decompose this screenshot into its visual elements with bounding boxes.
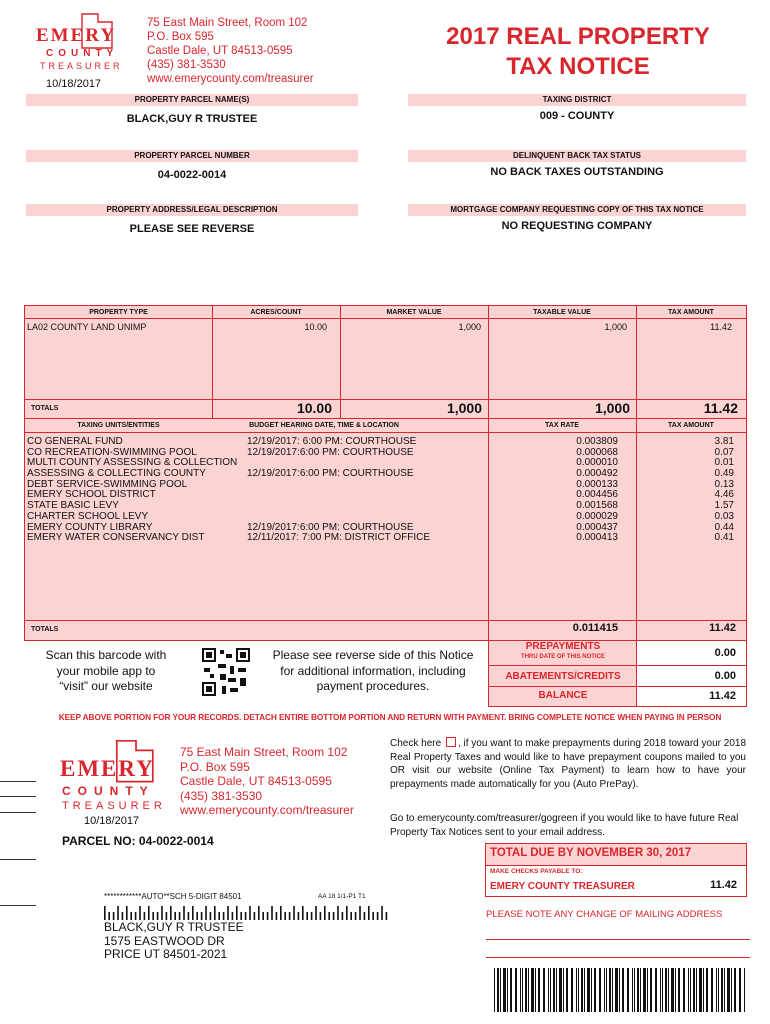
payee-name: EMERY COUNTY TREASURER <box>490 881 635 892</box>
market-value: 1,000 <box>458 322 481 332</box>
gogreen-instructions: Go to emerycounty.com/treasurer/gogreen if you would like to have future Real Property Tax Notices sent to your email address. <box>390 813 739 838</box>
mail-name: BLACK,GUY R TRUSTEE <box>104 920 244 934</box>
hearing-info: 12/19/2017: 6:00 PM: COURTHOUSE <box>247 436 417 447</box>
logo-treasurer: TREASURER <box>62 800 166 812</box>
mail-sort-code: AA 18 1/1-P1 T1 <box>318 893 366 900</box>
tax-rate: 0.003809 <box>576 436 618 447</box>
title-line-2: TAX NOTICE <box>506 53 650 80</box>
scan-instructions <box>26 648 186 695</box>
tax-amount: 4.46 <box>714 489 734 501</box>
taxing-entity: ASSESSING & COLLECTING COUNTY <box>27 468 206 480</box>
address-line: 75 East Main Street, Room 102 <box>147 17 308 29</box>
tax-amount-value: 11.42 <box>710 322 732 332</box>
total-acres: 10.00 <box>296 400 332 416</box>
taxing-entity: MULTI COUNTY ASSESSING & COLLECTION <box>27 457 238 469</box>
property-address: PLEASE SEE REVERSE <box>129 223 255 235</box>
address-line: Castle Dale, UT 84513-0595 <box>147 45 293 57</box>
qr-code-icon[interactable] <box>202 648 250 696</box>
taxing-totals-label: TOTALS <box>31 626 59 633</box>
taxing-district-label: TAXING DISTRICT <box>408 94 746 106</box>
taxing-entity: CHARTER SCHOOL LEVY <box>27 510 149 522</box>
prepay-text-b: , if you want to make prepayments during 2018 toward your 2018 Real Property Taxes and would like to have prepayment coupons mailed to you OR visit our website (Online Tax Payment) to learn how to have your prepayments made automatically for you (Auto PrePay). <box>390 738 747 790</box>
col-acres: ACRES/COUNT <box>250 309 302 316</box>
col-tax-rate: TAX RATE <box>545 422 579 429</box>
logo-emery: EMERY <box>60 756 155 781</box>
mortgage-label: MORTGAGE COMPANY REQUESTING COPY OF THIS TAX NOTICE <box>408 204 746 216</box>
logo-emery: EMERY <box>36 25 117 46</box>
mortgage-company: NO REQUESTING COMPANY <box>501 220 653 232</box>
mailing-change-note: PLEASE NOTE ANY CHANGE OF MAILING ADDRESS <box>486 909 723 920</box>
col-tax-amount: TAX AMOUNT <box>668 309 714 316</box>
col-tax-amount-2: TAX AMOUNT <box>668 422 714 429</box>
total-tax-amount-2: 11.42 <box>709 622 736 634</box>
taxing-entity: EMERY COUNTY LIBRARY <box>27 521 153 533</box>
col-market-value: MARKET VALUE <box>386 309 442 316</box>
prepayments-sublabel: THRU DATE OF THIS NOTICE <box>521 654 605 660</box>
scan-line: your mobile app to <box>56 663 156 678</box>
stub-logo <box>56 736 174 816</box>
taxing-entity: DEBT SERVICE-SWIMMING POOL <box>27 478 188 490</box>
total-tax-rate: 0.011415 <box>572 622 618 634</box>
logo-treasurer: TREASURER <box>40 61 123 71</box>
tax-amount: 1.57 <box>714 500 734 512</box>
website-link[interactable]: www.emerycounty.com/treasurer <box>147 73 314 85</box>
mailing-address <box>104 921 244 962</box>
hearing-info: 12/19/2017:6:00 PM: COURTHOUSE <box>247 468 414 480</box>
tax-amount: 0.03 <box>714 510 734 522</box>
address-line: P.O. Box 595 <box>180 759 250 774</box>
taxing-entity: CO GENERAL FUND <box>27 436 123 447</box>
tax-amount: 0.49 <box>714 468 734 480</box>
scan-line: Scan this barcode with <box>45 648 167 662</box>
reverse-line: Please see reverse side of this Notice <box>272 648 474 662</box>
delinquent-status: NO BACK TAXES OUTSTANDING <box>490 166 664 178</box>
total-market-value: 1,000 <box>446 400 482 416</box>
total-taxable-value: 1,000 <box>594 400 630 416</box>
tax-rate: 0.000413 <box>576 532 618 544</box>
taxing-row <box>27 512 747 523</box>
taxing-row <box>27 533 747 544</box>
col-property-type: PROPERTY TYPE <box>89 309 148 316</box>
tax-amount: 0.01 <box>714 457 734 469</box>
tax-amount: 0.41 <box>714 532 734 544</box>
prepay-instructions <box>390 737 746 791</box>
parcel-name: BLACK,GUY R TRUSTEE <box>126 113 258 125</box>
property-totals-label: TOTALS <box>31 405 59 412</box>
acres-value: 10.00 <box>304 322 327 332</box>
address-change-line[interactable] <box>486 957 750 958</box>
payment-barcode-icon <box>494 968 748 1012</box>
tax-rate: 0.000068 <box>576 446 618 458</box>
tax-rate: 0.001568 <box>576 500 618 512</box>
taxing-entity: STATE BASIC LEVY <box>27 500 119 512</box>
scan-line: “visit” our website <box>59 679 153 693</box>
balance-value: 11.42 <box>709 690 736 702</box>
taxing-entity: CO RECREATION-SWIMMING POOL <box>27 446 197 458</box>
prepay-checkbox[interactable] <box>446 737 456 747</box>
abatements-label: ABATEMENTS/CREDITS <box>505 671 621 682</box>
tax-amount: 0.13 <box>714 478 734 490</box>
taxable-value: 1,000 <box>604 322 627 332</box>
reverse-side-note <box>262 648 484 695</box>
detach-instructions: KEEP ABOVE PORTION FOR YOUR RECORDS. DETACH ENTIRE BOTTOM PORTION AND RETURN WITH PAYMENT. BRING COMPLETE NOTICE WHEN PAYING IN PERSON <box>58 712 722 722</box>
tax-rate: 0.004456 <box>576 489 618 501</box>
stub-parcel-no: PARCEL NO: 04-0022-0014 <box>62 834 214 848</box>
address-line: P.O. Box 595 <box>147 31 214 43</box>
hearing-info: 12/11/2017: 7:00 PM: DISTRICT OFFICE <box>247 532 431 544</box>
mail-sort-line: ************AUTO**SCH 5-DIGIT 84501 <box>104 892 242 901</box>
col-budget-hearing: BUDGET HEARING DATE, TIME & LOCATION <box>249 422 399 429</box>
mail-city: PRICE UT 84501-2021 <box>104 947 228 961</box>
taxing-entity: EMERY WATER CONSERVANCY DIST <box>27 532 205 544</box>
tax-amount: 3.81 <box>714 436 734 447</box>
taxing-district: 009 - COUNTY <box>539 110 615 122</box>
address-line: (435) 381-3530 <box>180 788 263 803</box>
total-due-amount: 11.42 <box>710 879 737 891</box>
balance-label: BALANCE <box>538 690 588 701</box>
prepayments-label: PREPAYMENTS <box>525 641 601 652</box>
notice-date: 10/18/2017 <box>46 78 102 90</box>
payable-label: MAKE CHECKS PAYABLE TO: <box>490 868 583 875</box>
reverse-line: for additional information, including <box>280 663 466 678</box>
col-taxable-value: TAXABLE VALUE <box>533 309 591 316</box>
parcel-number: 04-0022-0014 <box>157 169 227 181</box>
hearing-info: 12/19/2017:6:00 PM: COURTHOUSE <box>247 446 414 458</box>
tax-rate: 0.000437 <box>576 521 618 533</box>
reverse-line: payment procedures. <box>316 679 430 693</box>
abatements-value: 0.00 <box>714 670 736 682</box>
address-line: 75 East Main Street, Room 102 <box>180 745 348 759</box>
tax-amount: 0.07 <box>714 446 734 458</box>
property-type-value: LA02 COUNTY LAND UNIMP <box>27 322 147 332</box>
notice-title <box>410 22 746 82</box>
logo-county: COUNTY <box>46 48 119 59</box>
address-change-line[interactable] <box>486 939 750 940</box>
tax-rate: 0.000010 <box>576 457 618 469</box>
taxing-row <box>27 490 747 501</box>
county-address <box>147 16 314 86</box>
property-address-label: PROPERTY ADDRESS/LEGAL DESCRIPTION <box>26 204 358 216</box>
stub-county-address <box>180 745 354 818</box>
parcel-name-label: PROPERTY PARCEL NAME(S) <box>26 94 358 106</box>
taxing-units-list <box>27 437 747 544</box>
logo-county: COUNTY <box>62 784 155 798</box>
stub-date: 10/18/2017 <box>84 815 140 827</box>
county-logo <box>32 10 128 76</box>
title-line-1: 2017 REAL PROPERTY <box>446 23 710 50</box>
tax-rate: 0.000133 <box>576 478 618 490</box>
address-line: Castle Dale, UT 84513-0595 <box>180 774 332 788</box>
hearing-info: 12/19/2017:6:00 PM: COURTHOUSE <box>247 521 414 533</box>
prepayments-value: 0.00 <box>714 647 736 659</box>
delinquent-label: DELINQUENT BACK TAX STATUS <box>408 150 746 162</box>
col-taxing-units: TAXING UNITS/ENTITIES <box>77 422 160 429</box>
tax-rate: 0.000029 <box>576 510 618 522</box>
website-link[interactable]: www.emerycounty.com/treasurer <box>180 803 354 817</box>
total-tax-amount: 11.42 <box>703 400 738 416</box>
mail-street: 1575 EASTWOOD DR <box>104 933 225 948</box>
tax-amount: 0.44 <box>714 521 734 533</box>
address-line: (435) 381-3530 <box>147 59 226 71</box>
total-due-label: TOTAL DUE BY NOVEMBER 30, 2017 <box>490 847 692 859</box>
prepay-text-a: Check here <box>390 738 442 749</box>
postal-barcode-icon <box>104 906 394 920</box>
tax-rate: 0.000492 <box>576 468 618 480</box>
parcel-number-label: PROPERTY PARCEL NUMBER <box>26 150 358 162</box>
taxing-entity: EMERY SCHOOL DISTRICT <box>27 489 156 501</box>
